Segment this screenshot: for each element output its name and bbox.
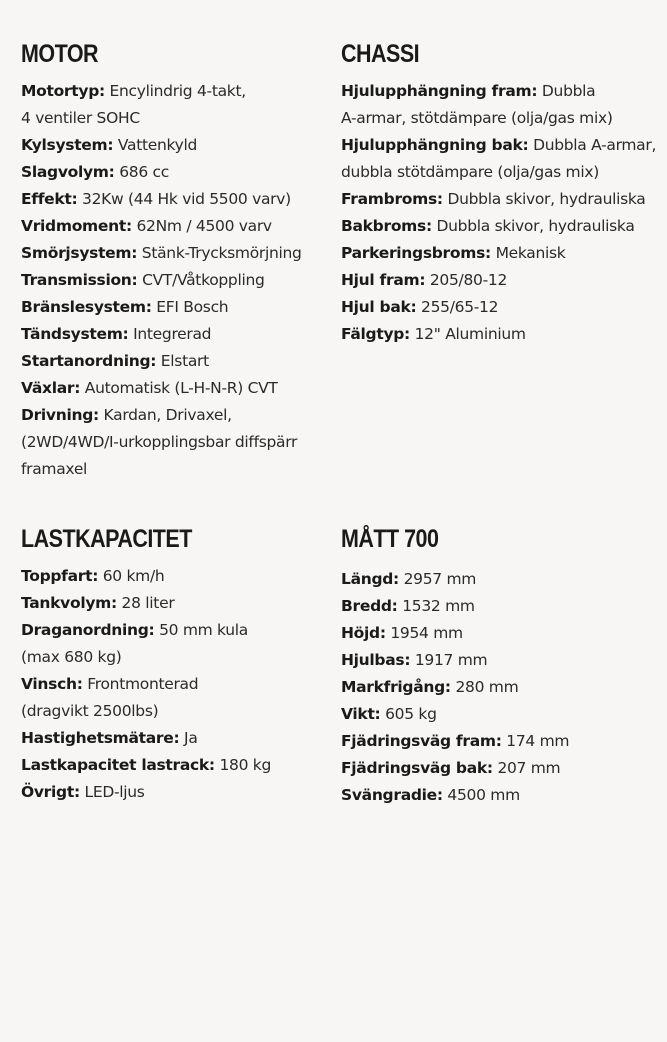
spec-value: 1954 mm	[390, 624, 463, 642]
spec-row	[21, 78, 341, 132]
spec-row	[341, 701, 661, 728]
spec-value: Kardan, Drivaxel,	[103, 406, 232, 424]
spec-label: Tändsystem:	[21, 325, 129, 343]
spec-label: Bredd:	[341, 597, 398, 615]
spec-value: 28 liter	[121, 594, 175, 612]
spec-label: Effekt:	[21, 190, 78, 208]
spec-label: Hjul bak:	[341, 298, 417, 316]
spec-label: Växlar:	[21, 379, 81, 397]
spec-row	[21, 617, 341, 671]
spec-label: Smörjsystem:	[21, 244, 138, 262]
spec-value: 686 cc	[119, 163, 169, 181]
spec-value: 174 mm	[506, 732, 570, 750]
spec-value: 180 kg	[219, 756, 272, 774]
spec-label: Parkeringsbroms:	[341, 244, 491, 262]
matt-heading: MÅTT 700	[341, 525, 439, 553]
motor-heading: MOTOR	[21, 40, 99, 68]
lastkapacitet-section	[21, 525, 341, 806]
spec-row	[341, 728, 661, 755]
spec-value-continued: (dragvikt 2500lbs)	[21, 702, 159, 720]
motor-section	[21, 40, 341, 483]
spec-value: Dubbla A-armar,	[533, 136, 657, 154]
spec-row	[21, 402, 341, 483]
spec-row	[21, 213, 341, 240]
spec-label: Startanordning:	[21, 352, 157, 370]
spec-row	[21, 321, 341, 348]
spec-label: Toppfart:	[21, 567, 99, 585]
spec-label: Höjd:	[341, 624, 386, 642]
lastkapacitet-spec-list	[21, 563, 341, 806]
spec-value: Elstart	[160, 352, 209, 370]
spec-row	[21, 240, 341, 267]
spec-value: Dubbla skivor, hydrauliska	[436, 217, 635, 235]
spec-label: Bränslesystem:	[21, 298, 152, 316]
spec-value: LED-ljus	[84, 783, 145, 801]
spec-value: 1532 mm	[402, 597, 475, 615]
spec-label: Svängradie:	[341, 786, 443, 804]
spec-row	[21, 159, 341, 186]
spec-row	[21, 563, 341, 590]
spec-value: Dubbla skivor, hydrauliska	[447, 190, 646, 208]
spec-value: CVT/Våtkoppling	[142, 271, 265, 289]
spec-label: Hjulupphängning bak:	[341, 136, 529, 154]
spec-label: Kylsystem:	[21, 136, 114, 154]
spec-row	[341, 240, 661, 267]
spec-value: Automatisk (L-H-N-R) CVT	[84, 379, 278, 397]
spec-value-continued: framaxel	[21, 460, 88, 478]
spec-label: Hjul fram:	[341, 271, 426, 289]
spec-row	[21, 294, 341, 321]
spec-label: Lastkapacitet lastrack:	[21, 756, 215, 774]
spec-value: Stänk-Trycksmörjning	[141, 244, 302, 262]
spec-value-continued: dubbla stötdämpare (olja/gas mix)	[341, 163, 599, 181]
spec-label: Hjulbas:	[341, 651, 411, 669]
spec-value: Encylindrig 4-takt,	[109, 82, 246, 100]
spec-row	[341, 186, 661, 213]
spec-value: 4500 mm	[447, 786, 520, 804]
spec-row	[21, 186, 341, 213]
spec-row	[341, 566, 661, 593]
spec-label: Bakbroms:	[341, 217, 432, 235]
spec-row	[341, 78, 661, 132]
chassi-heading: CHASSI	[341, 40, 420, 68]
lastkapacitet-heading: LASTKAPACITET	[21, 525, 192, 553]
spec-row	[341, 674, 661, 701]
spec-row	[21, 132, 341, 159]
spec-value: 50 mm kula	[159, 621, 248, 639]
spec-row	[21, 267, 341, 294]
matt-spec-list	[341, 566, 661, 809]
spec-label: Övrigt:	[21, 783, 80, 801]
spec-value: 62Nm / 4500 varv	[136, 217, 272, 235]
spec-value: Integrerad	[133, 325, 212, 343]
spec-label: Slagvolym:	[21, 163, 115, 181]
spec-value-continued: (max 680 kg)	[21, 648, 122, 666]
spec-value: 1917 mm	[414, 651, 488, 669]
spec-value: 205/80-12	[429, 271, 508, 289]
chassi-section	[341, 40, 661, 348]
spec-label: Markfrigång:	[341, 678, 451, 696]
spec-row	[341, 647, 661, 674]
spec-label: Vridmoment:	[21, 217, 132, 235]
spec-row	[341, 755, 661, 782]
spec-label: Frambroms:	[341, 190, 443, 208]
spec-label: Längd:	[341, 570, 399, 588]
spec-value: Dubbla	[541, 82, 596, 100]
spec-value-continued: (2WD/4WD/I-urkopplingsbar diffspärr	[21, 433, 298, 451]
spec-row	[341, 132, 661, 186]
spec-label: Fälgtyp:	[341, 325, 410, 343]
spec-value: Mekanisk	[495, 244, 566, 262]
spec-row	[21, 348, 341, 375]
spec-value: 60 km/h	[102, 567, 165, 585]
spec-value: 2957 mm	[403, 570, 477, 588]
spec-value: Ja	[184, 729, 198, 747]
spec-value: Vattenkyld	[117, 136, 198, 154]
spec-label: Hastighetsmätare:	[21, 729, 180, 747]
spec-label: Transmission:	[21, 271, 138, 289]
spec-value-continued: A-armar, stötdämpare (olja/gas mix)	[341, 109, 613, 127]
spec-row	[21, 671, 341, 725]
spec-label: Tankvolym:	[21, 594, 117, 612]
matt-section	[341, 525, 661, 809]
spec-label: Draganordning:	[21, 621, 155, 639]
spec-row	[21, 375, 341, 402]
spec-row	[341, 321, 661, 348]
spec-row	[341, 267, 661, 294]
chassi-spec-list	[341, 78, 661, 348]
spec-row	[341, 213, 661, 240]
spec-value: 12" Aluminium	[414, 325, 526, 343]
spec-label: Drivning:	[21, 406, 99, 424]
spec-label: Fjädringsväg bak:	[341, 759, 493, 777]
spec-label: Vikt:	[341, 705, 381, 723]
spec-value: 280 mm	[455, 678, 519, 696]
spec-value: 605 kg	[385, 705, 437, 723]
spec-row	[341, 294, 661, 321]
spec-row	[21, 725, 341, 752]
spec-row	[21, 590, 341, 617]
spec-label: Hjulupphängning fram:	[341, 82, 538, 100]
spec-value: 207 mm	[497, 759, 561, 777]
spec-value-continued: 4 ventiler SOHC	[21, 109, 140, 127]
spec-label: Vinsch:	[21, 675, 83, 693]
spec-row	[341, 593, 661, 620]
spec-value: Frontmonterad	[87, 675, 199, 693]
spec-row	[341, 620, 661, 647]
spec-value: 32Kw (44 Hk vid 5500 varv)	[82, 190, 291, 208]
spec-value: 255/65-12	[421, 298, 499, 316]
motor-spec-list	[21, 78, 341, 483]
spec-row	[341, 782, 661, 809]
spec-label: Fjädringsväg fram:	[341, 732, 502, 750]
spec-row	[21, 779, 341, 806]
spec-label: Motortyp:	[21, 82, 105, 100]
spec-value: EFI Bosch	[156, 298, 229, 316]
spec-row	[21, 752, 341, 779]
